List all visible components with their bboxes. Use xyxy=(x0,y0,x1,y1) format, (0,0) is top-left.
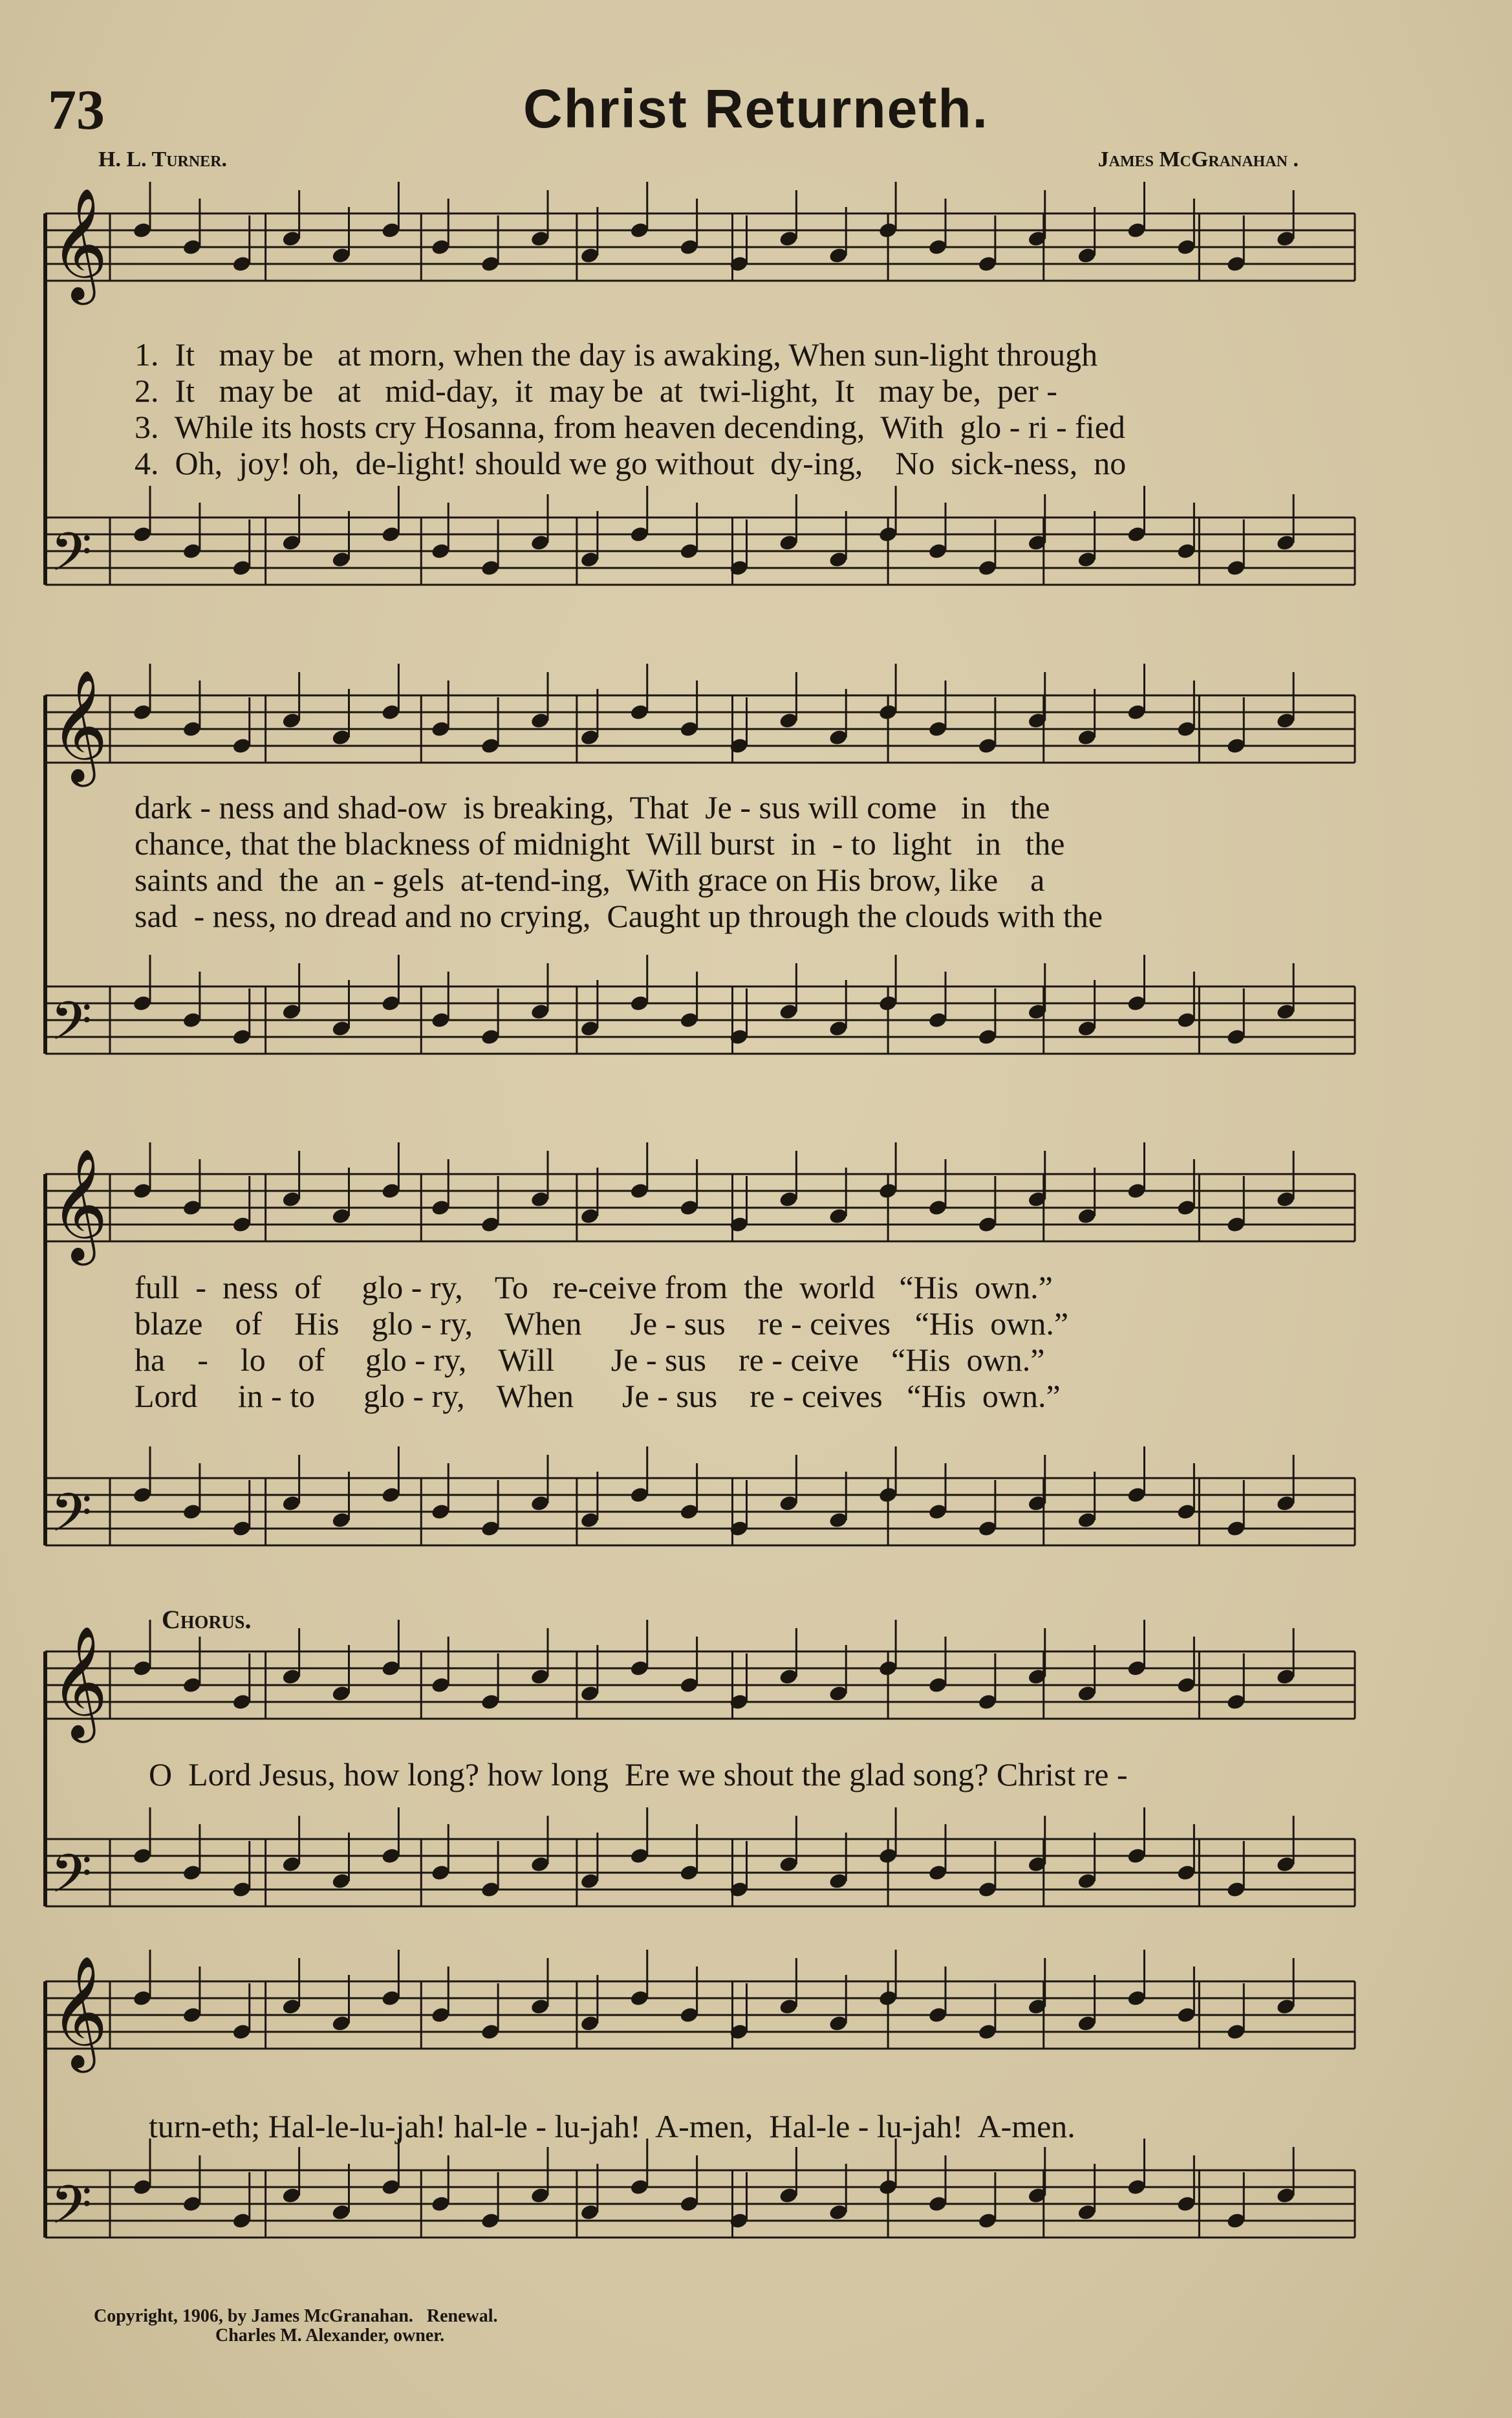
treble-clef-icon: 𝄞 xyxy=(50,188,108,300)
bass-staff xyxy=(45,1446,1355,1557)
verse-line: dark - ness and shad-ow is breaking, That Je - sus will come in the xyxy=(135,789,1050,825)
verse-line: sad - ness, no dread and no crying, Caught up through the clouds with the xyxy=(135,898,1103,934)
verse-line: 4. Oh, joy! oh, de-light! should we go without dy-ing, No sick-ness, no xyxy=(135,445,1127,481)
verse-line: blaze of His glo - ry, When Je - sus re - ceives “His own.” xyxy=(135,1305,1069,1342)
bass-staff xyxy=(45,486,1355,596)
bass-staff xyxy=(45,1807,1355,1918)
verses-system-1 xyxy=(135,336,1363,481)
chorus-line-1: O Lord Jesus, how long? how long Ere we shout the glad song? Christ re - xyxy=(149,1756,1128,1792)
treble-staff xyxy=(45,664,1355,787)
bass-clef-icon: 𝄢 xyxy=(50,1842,92,1918)
verse-line: Lord in - to glo - ry, When Je - sus re - ceives “His own.” xyxy=(135,1378,1061,1414)
hymn-title: Christ Returneth. xyxy=(523,78,989,139)
treble-staff xyxy=(45,182,1355,305)
chorus-label: Chorus. xyxy=(162,1605,252,1634)
bass-staff xyxy=(45,955,1355,1065)
lyricist: H. L. Turner. xyxy=(98,147,228,171)
copyright-line: Copyright, 1906, by James McGranahan. Renewal. xyxy=(94,2306,498,2326)
bass-staff xyxy=(45,2139,1355,2249)
verses-system-3 xyxy=(135,1269,1363,1414)
verse-line: 2. It may be at mid-day, it may be at twi-light, It may be, per - xyxy=(135,373,1057,409)
bass-clef-icon: 𝄢 xyxy=(50,521,92,596)
verse-line: 1. It may be at morn, when the day is awaking, When sun-light through xyxy=(135,336,1098,373)
treble-clef-icon: 𝄞 xyxy=(50,1626,108,1738)
copyright-owner: Charles M. Alexander, owner. xyxy=(215,2325,445,2346)
treble-staff xyxy=(45,1142,1355,1266)
bass-clef-icon: 𝄢 xyxy=(50,1481,92,1557)
treble-staff xyxy=(45,1620,1355,1743)
bass-clef-icon: 𝄢 xyxy=(50,990,92,1065)
copyright-notice xyxy=(94,2307,498,2346)
treble-clef-icon: 𝄞 xyxy=(50,670,108,782)
chorus-line-2: turn-eth; Hal-le-lu-jah! hal-le - lu-jah! A-men, Hal-le - lu-jah! A-men. xyxy=(149,2108,1075,2144)
verse-line: full - ness of glo - ry, To re-ceive from the world “His own.” xyxy=(135,1269,1053,1305)
verse-line: chance, that the blackness of midnight Will burst in - to light in the xyxy=(135,825,1065,862)
verse-line: 3. While its hosts cry Hosanna, from heaven decending, With glo - ri - fied xyxy=(135,409,1125,445)
treble-clef-icon: 𝄞 xyxy=(50,1148,108,1261)
verse-line: saints and the an - gels at-tend-ing, With grace on His brow, like a xyxy=(135,862,1045,898)
bass-clef-icon: 𝄢 xyxy=(50,2173,92,2249)
treble-clef-icon: 𝄞 xyxy=(50,1955,108,2068)
verses-system-2 xyxy=(135,789,1363,934)
treble-staff xyxy=(45,1950,1355,2073)
verse-line: ha - lo of glo - ry, Will Je - sus re - ceive “His own.” xyxy=(135,1342,1045,1378)
hymn-number: 73 xyxy=(48,79,105,142)
composer: James McGranahan . xyxy=(1097,147,1299,171)
